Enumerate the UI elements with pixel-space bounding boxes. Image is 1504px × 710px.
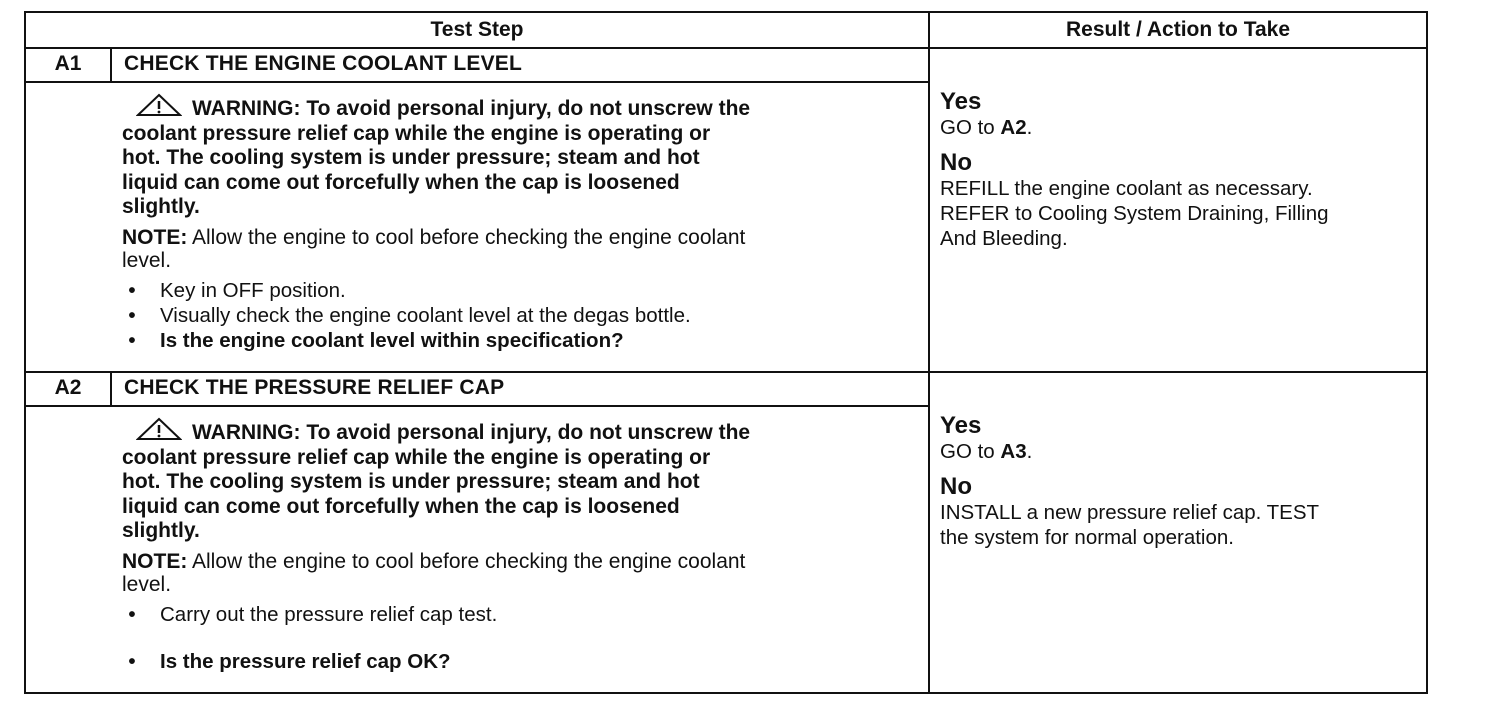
- step-title-a1: CHECK THE ENGINE COOLANT LEVEL: [124, 52, 523, 75]
- list-item: • Carry out the pressure relief cap test.: [122, 602, 892, 627]
- step-id-divider-a2: [110, 371, 112, 405]
- note-text-a2: NOTE: Allow the engine to cool before checking the engine coolant level.: [122, 549, 746, 596]
- result-a2: [940, 413, 1428, 550]
- bullet-icon: •: [128, 303, 136, 327]
- list-item: • Key in OFF position.: [122, 278, 892, 303]
- step-id-divider-a1: [110, 47, 112, 81]
- column-divider: [928, 13, 930, 692]
- yes-action-a1: GO to A2.: [940, 116, 1033, 139]
- no-action-a1: REFILL the engine coolant as necessary. REFER to Cooling System Draining, Filling And Bleeding.: [940, 177, 1329, 250]
- bullet-icon: •: [128, 278, 136, 302]
- no-action-a2: INSTALL a new pressure relief cap. TEST the system for normal operation.: [940, 501, 1320, 549]
- step-body-a2: [122, 417, 892, 674]
- no-label-a2: No: [940, 473, 972, 500]
- result-action-header: Result / Action to Take: [1065, 18, 1291, 41]
- bullet-list-a2: [122, 602, 892, 674]
- test-step-header: Test Step: [430, 18, 524, 41]
- step-id-a1: A1: [54, 52, 82, 75]
- warning-triangle-icon: [136, 417, 182, 441]
- step-divider: [26, 371, 1426, 373]
- bullet-list-a1: [122, 278, 892, 353]
- yes-label-a1: Yes: [940, 88, 982, 115]
- list-item: • Is the engine coolant level within specification?: [122, 328, 892, 353]
- list-item: • Visually check the engine coolant level at the degas bottle.: [122, 303, 892, 328]
- no-label-a1: No: [940, 149, 972, 176]
- a1-title-divider: [26, 81, 928, 83]
- diagnostic-table: [24, 11, 1428, 694]
- warning-triangle-icon: [136, 93, 182, 117]
- bullet-icon: •: [128, 602, 136, 626]
- bullet-icon: •: [128, 328, 136, 352]
- step-body-a1: [122, 93, 892, 353]
- yes-action-a2: GO to A3.: [940, 440, 1033, 463]
- warning-text-a2: WARNING: To avoid personal injury, do not unscrew the coolant pressure relief cap while the engine is operating or hot. The cooling system is under pressure; steam and hot liquid can come out forcefully when the cap is loosened slightly.: [122, 417, 892, 544]
- list-item: • Is the pressure relief cap OK?: [122, 649, 892, 674]
- step-title-a2: CHECK THE PRESSURE RELIEF CAP: [124, 376, 505, 399]
- a2-title-divider: [26, 405, 928, 407]
- note-text-a1: NOTE: Allow the engine to cool before checking the engine coolant level.: [122, 225, 746, 272]
- header-divider: [26, 47, 1426, 49]
- warning-text-a1: WARNING: To avoid personal injury, do not unscrew the coolant pressure relief cap while the engine is operating or hot. The cooling system is under pressure; steam and hot liquid can come out forcefully when the cap is loosened slightly.: [122, 93, 892, 220]
- step-id-a2: A2: [54, 376, 82, 399]
- yes-label-a2: Yes: [940, 412, 982, 439]
- result-a1: [940, 89, 1428, 251]
- bullet-icon: •: [128, 649, 136, 673]
